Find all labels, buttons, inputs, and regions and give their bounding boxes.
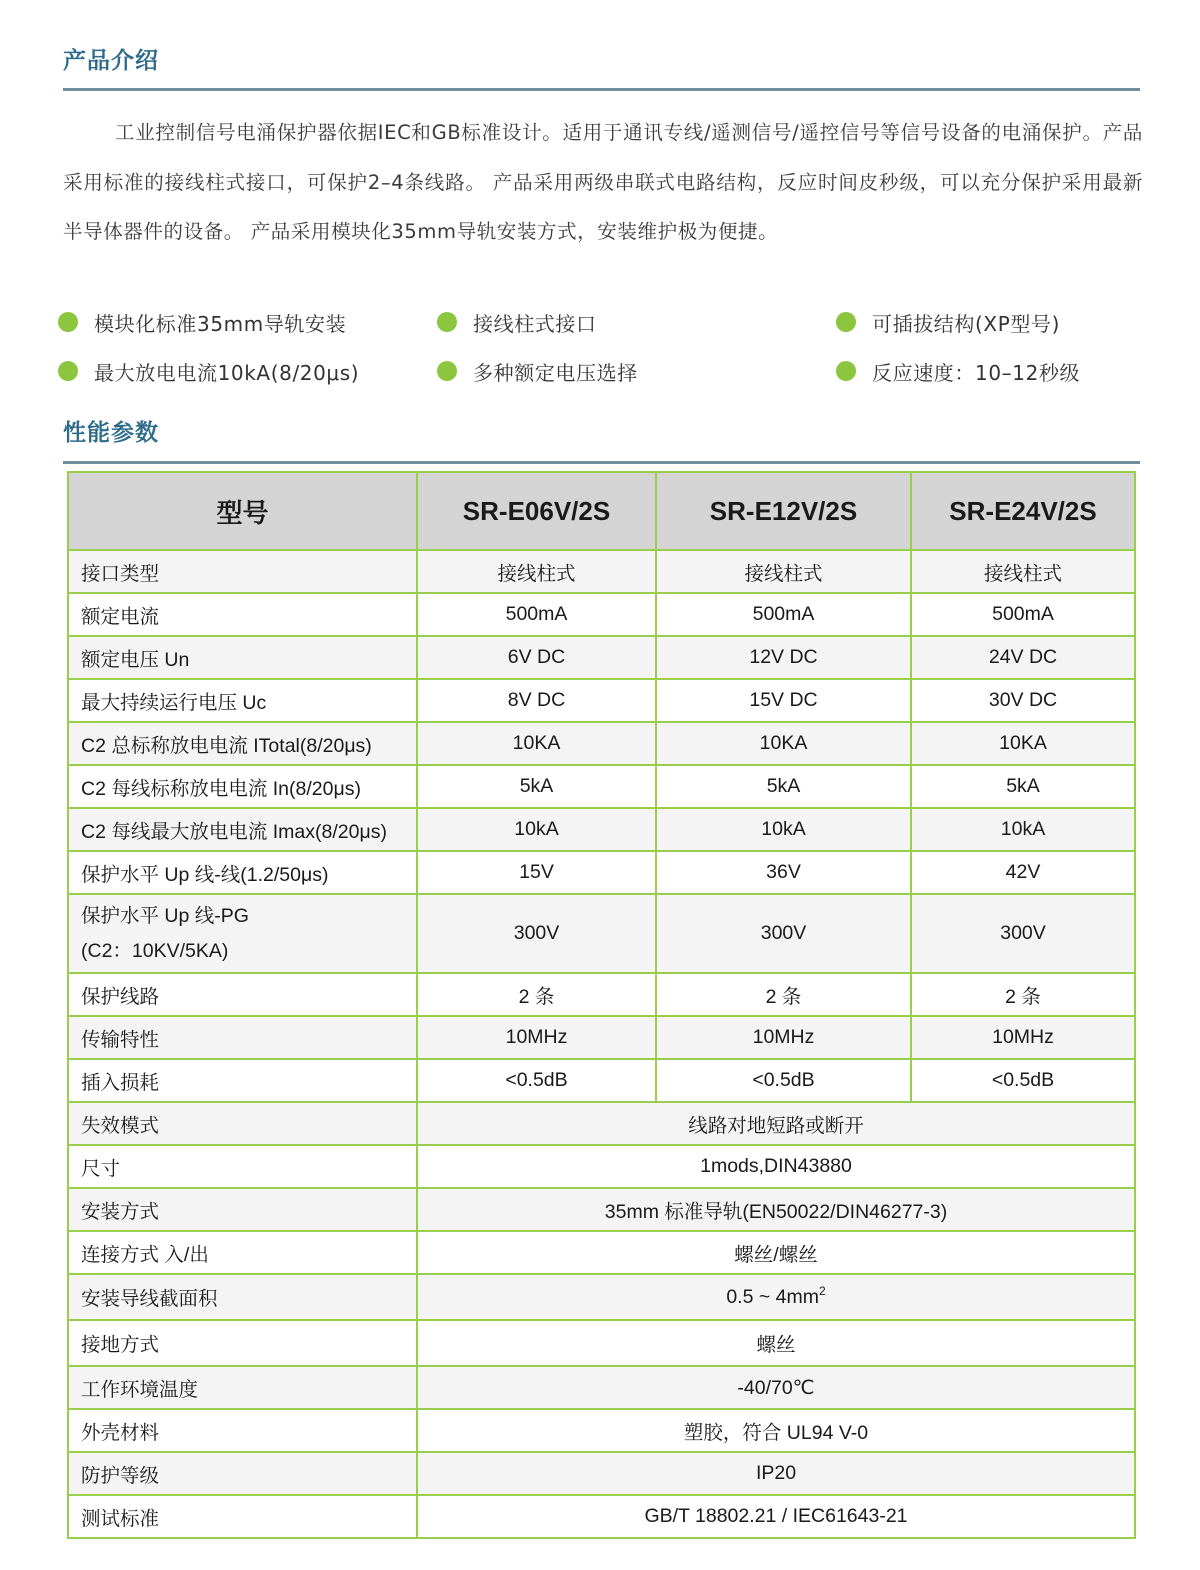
cell-value: 10KA [911, 722, 1135, 765]
cell-value: 1mods,DIN43880 [417, 1145, 1135, 1188]
table-row [68, 636, 1135, 679]
cell-value: 10kA [417, 808, 656, 851]
row-label: 额定电压 Un [68, 636, 417, 679]
row-label-line: 保护水平 Up 线-PG [81, 904, 249, 927]
row-label: 外壳材料 [68, 1409, 417, 1452]
header-model: 型号 [68, 472, 417, 550]
row-label: 失效模式 [68, 1102, 417, 1145]
row-label: 接地方式 [68, 1320, 417, 1366]
row-label: 插入损耗 [68, 1059, 417, 1102]
cell-value: 24V DC [911, 636, 1135, 679]
cell-value: 500mA [911, 593, 1135, 636]
row-label: C2 总标称放电电流 ITotal(8/20μs) [68, 722, 417, 765]
intro-divider [63, 88, 1140, 91]
cell-value: 500mA [417, 593, 656, 636]
cell-value: 500mA [656, 593, 911, 636]
cell-value: 接线柱式 [656, 550, 911, 593]
row-label: 保护水平 Up 线-线(1.2/50μs) [68, 851, 417, 894]
intro-paragraph: 工业控制信号电涌保护器依据IEC和GB标准设计。适用于通讯专线/遥测信号/遥控信号等信号设备的电涌保护。产品采用标准的接线柱式接口，可保护2–4条线路。 产品采用两级串联式电路结构，反应时间皮秒级，可以充分保护采用最新半导体器件的设备。 产品采用模块化35mm导轨安装方式，安装维护极为便捷。 [63, 121, 1143, 243]
cell-value: 接线柱式 [417, 550, 656, 593]
row-label-line: (C2：10KV/5KA) [81, 939, 229, 962]
header-sr-e06v: SR-E06V/2S [417, 472, 656, 550]
cell-value: IP20 [417, 1452, 1135, 1495]
cell-value: 接线柱式 [911, 550, 1135, 593]
cell-value-text: 0.5 ~ 4mm [726, 1285, 819, 1308]
cell-value: 300V [656, 894, 911, 973]
table-row [68, 765, 1135, 808]
table-row [68, 1145, 1135, 1188]
row-label: 防护等级 [68, 1452, 417, 1495]
feature-label: 最大放电电流10kA(8/20μs) [94, 360, 360, 385]
cell-value: 42V [911, 851, 1135, 894]
cell-value: -40/70℃ [417, 1366, 1135, 1409]
table-row [68, 1188, 1135, 1231]
feature-item [58, 351, 359, 391]
intro-title: 产品介绍 [63, 48, 159, 74]
spec-table [67, 471, 1136, 1539]
cell-value: 8V DC [417, 679, 656, 722]
cell-value: 5kA [417, 765, 656, 808]
row-label: 保护线路 [68, 973, 417, 1016]
feature-item [836, 351, 1080, 391]
cell-value: 塑胶，符合 UL94 V-0 [417, 1409, 1135, 1452]
table-row [68, 550, 1135, 593]
cell-value: 螺丝/螺丝 [417, 1231, 1135, 1274]
row-label: 连接方式 入/出 [68, 1231, 417, 1274]
table-row [68, 1409, 1135, 1452]
bullet-dot-icon [58, 361, 78, 381]
cell-value: GB/T 18802.21 / IEC61643-21 [417, 1495, 1135, 1538]
bullet-dot-icon [437, 312, 457, 332]
row-label [68, 894, 417, 973]
table-row [68, 851, 1135, 894]
cell-value: 15V DC [656, 679, 911, 722]
row-label: 最大持续运行电压 Uc [68, 679, 417, 722]
feature-list [58, 300, 1143, 400]
cell-value: 线路对地短路或断开 [417, 1102, 1135, 1145]
bullet-dot-icon [437, 361, 457, 381]
row-label: 安装导线截面积 [68, 1274, 417, 1320]
row-label: 工作环境温度 [68, 1366, 417, 1409]
cell-value: <0.5dB [911, 1059, 1135, 1102]
row-label: 接口类型 [68, 550, 417, 593]
cell-value: 5kA [656, 765, 911, 808]
cell-value: 螺丝 [417, 1320, 1135, 1366]
cell-value: 15V [417, 851, 656, 894]
cell-value: 2 条 [656, 973, 911, 1016]
table-row [68, 1059, 1135, 1102]
cell-value: 300V [417, 894, 656, 973]
table-row [68, 1495, 1135, 1538]
feature-item [58, 302, 346, 342]
cell-value: <0.5dB [656, 1059, 911, 1102]
feature-item [437, 302, 597, 342]
cell-value: 2 条 [417, 973, 656, 1016]
table-row [68, 1320, 1135, 1366]
row-label: 安装方式 [68, 1188, 417, 1231]
table-header-row [68, 472, 1135, 550]
feature-item [437, 351, 638, 391]
table-row [68, 1102, 1135, 1145]
cell-value: 6V DC [417, 636, 656, 679]
table-row [68, 1274, 1135, 1320]
header-sr-e24v: SR-E24V/2S [911, 472, 1135, 550]
cell-value [417, 1274, 1135, 1320]
table-row [68, 593, 1135, 636]
cell-value: 10kA [911, 808, 1135, 851]
superscript: 2 [818, 1283, 826, 1298]
table-row [68, 1366, 1135, 1409]
header-sr-e12v: SR-E12V/2S [656, 472, 911, 550]
table-row [68, 679, 1135, 722]
feature-label: 接线柱式接口 [473, 311, 597, 336]
row-label: 传输特性 [68, 1016, 417, 1059]
cell-value: 12V DC [656, 636, 911, 679]
row-label: 额定电流 [68, 593, 417, 636]
cell-value: 2 条 [911, 973, 1135, 1016]
cell-value: 30V DC [911, 679, 1135, 722]
table-row [68, 894, 1135, 973]
table-row [68, 808, 1135, 851]
row-label: C2 每线标称放电电流 In(8/20μs) [68, 765, 417, 808]
cell-value: <0.5dB [417, 1059, 656, 1102]
table-row [68, 722, 1135, 765]
params-title: 性能参数 [63, 420, 159, 446]
feature-label: 反应速度：10–12秒级 [872, 360, 1081, 385]
row-label: 尺寸 [68, 1145, 417, 1188]
table-row [68, 1452, 1135, 1495]
bullet-dot-icon [58, 312, 78, 332]
cell-value: 300V [911, 894, 1135, 973]
table-row [68, 1016, 1135, 1059]
feature-label: 多种额定电压选择 [473, 360, 638, 385]
cell-value: 36V [656, 851, 911, 894]
cell-value: 10KA [417, 722, 656, 765]
cell-value: 10MHz [417, 1016, 656, 1059]
cell-value: 5kA [911, 765, 1135, 808]
bullet-dot-icon [836, 361, 856, 381]
cell-value: 35mm 标准导轨(EN50022/DIN46277-3) [417, 1188, 1135, 1231]
cell-value: 10kA [656, 808, 911, 851]
feature-label: 模块化标准35mm导轨安装 [94, 311, 347, 336]
params-divider [63, 461, 1140, 464]
bullet-dot-icon [836, 312, 856, 332]
cell-value: 10MHz [911, 1016, 1135, 1059]
row-label: 测试标准 [68, 1495, 417, 1538]
feature-label: 可插拔结构(XP型号) [872, 311, 1060, 336]
table-row [68, 1231, 1135, 1274]
feature-item [836, 302, 1060, 342]
cell-value: 10MHz [656, 1016, 911, 1059]
table-row [68, 973, 1135, 1016]
cell-value: 10KA [656, 722, 911, 765]
row-label: C2 每线最大放电电流 Imax(8/20μs) [68, 808, 417, 851]
